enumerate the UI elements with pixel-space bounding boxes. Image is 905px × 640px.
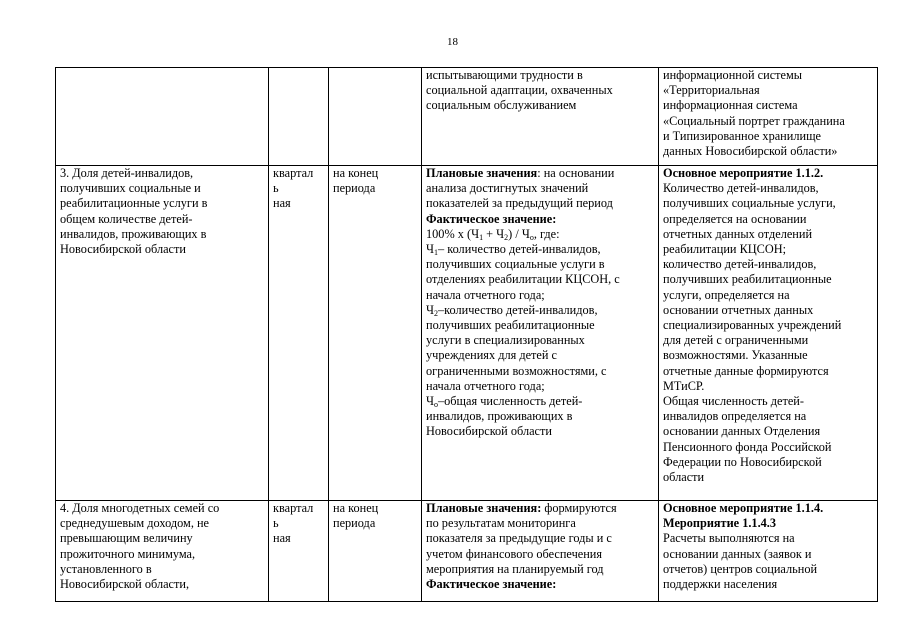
text-line: поддержки населения bbox=[663, 577, 778, 592]
cell-calculation-method bbox=[422, 166, 659, 501]
text-run: –общая численность детей- bbox=[438, 394, 583, 409]
cell-indicator-name bbox=[56, 68, 269, 166]
text-line: «Социальный портрет гражданина bbox=[663, 113, 845, 128]
text-line: 3. Доля детей-инвалидов, bbox=[60, 166, 194, 180]
text-line: основании данных (заявок и bbox=[663, 546, 812, 561]
bold-label: Мероприятие 1.1.4.3 bbox=[663, 516, 777, 531]
text-line: информационная система bbox=[663, 98, 798, 113]
cell-calculation-method bbox=[422, 501, 659, 602]
formula-line bbox=[426, 227, 654, 242]
text-line: ограниченными возможностями, с bbox=[426, 363, 607, 378]
text-line: анализа достигнутых значений bbox=[426, 181, 589, 196]
bold-label: Основное мероприятие 1.1.4. bbox=[663, 501, 824, 515]
text-line: периода bbox=[333, 181, 376, 196]
subscript: о bbox=[434, 400, 438, 410]
cell-data-source bbox=[659, 68, 878, 166]
text-line bbox=[426, 501, 654, 516]
text-line: учреждениях для детей с bbox=[426, 348, 557, 363]
text-line: МТиСР. bbox=[663, 378, 705, 393]
text-line: ь bbox=[273, 516, 279, 531]
bold-label: Плановые значения: bbox=[426, 501, 542, 515]
text-line: социальным обслуживанием bbox=[426, 98, 577, 113]
text-line: специализированных учреждений bbox=[663, 318, 842, 333]
text-line: инвалидов определяется на bbox=[663, 409, 807, 424]
text-line: показателя за предыдущие годы и с bbox=[426, 531, 612, 546]
text-line: Новосибирской области bbox=[426, 424, 552, 439]
text-line: на конец bbox=[333, 166, 379, 180]
text-run: , где: bbox=[533, 226, 560, 241]
bold-label: Плановые значения bbox=[426, 166, 538, 180]
text-line: Новосибирской области, bbox=[60, 577, 190, 592]
text-line: квартал bbox=[273, 166, 314, 180]
text-run: – количество детей-инвалидов, bbox=[438, 242, 601, 257]
bold-label: Основное мероприятие 1.1.2. bbox=[663, 166, 824, 180]
text-line: информационной системы bbox=[663, 68, 803, 82]
text-line: ная bbox=[273, 196, 291, 211]
text-line: показателей за предыдущий период bbox=[426, 196, 613, 211]
text-line: реабилитации КЦСОН; bbox=[663, 242, 787, 257]
text-line: получивших социальные услуги в bbox=[426, 257, 605, 272]
cell-date bbox=[329, 68, 422, 166]
bold-label: Фактическое значение: bbox=[426, 211, 557, 226]
subscript: 1 bbox=[434, 248, 438, 258]
text-line: на конец bbox=[333, 501, 379, 515]
text-line: Пенсионного фонда Российской bbox=[663, 439, 832, 454]
text-line: испытывающими трудности в bbox=[426, 68, 583, 82]
text-line: отчетных данных отделений bbox=[663, 226, 813, 241]
text-line: установленного в bbox=[60, 561, 152, 576]
text-line: начала отчетного года; bbox=[426, 378, 545, 393]
text-run: Ч bbox=[426, 242, 434, 257]
cell-date bbox=[329, 501, 422, 602]
text-line bbox=[426, 242, 654, 257]
text-line: ь bbox=[273, 181, 279, 196]
text-line: превышающим величину bbox=[60, 531, 193, 546]
subscript: о bbox=[529, 232, 534, 242]
text-run: Ч bbox=[426, 394, 434, 409]
table-row-continuation bbox=[56, 68, 878, 166]
text-line: Федерации по Новосибирской bbox=[663, 454, 822, 469]
cell-periodicity bbox=[269, 166, 329, 501]
text-line: отделениях реабилитации КЦСОН, с bbox=[426, 272, 620, 287]
cell-calculation-method bbox=[422, 68, 659, 166]
text-run: Ч bbox=[426, 302, 434, 317]
text-line: 4. Доля многодетных семей со bbox=[60, 501, 220, 515]
cell-date bbox=[329, 166, 422, 501]
text-line: основании данных Отделения bbox=[663, 424, 821, 439]
text-run: формируются bbox=[541, 501, 617, 515]
text-line: прожиточного минимума, bbox=[60, 546, 196, 561]
text-line: по результатам мониторинга bbox=[426, 516, 576, 531]
text-line: среднедушевым доходом, не bbox=[60, 516, 210, 531]
cell-data-source bbox=[659, 166, 878, 501]
subscript: 2 bbox=[504, 232, 509, 242]
text-run: : на основании bbox=[537, 166, 615, 180]
text-line: начала отчетного года; bbox=[426, 287, 545, 302]
text-line: основании отчетных данных bbox=[663, 302, 814, 317]
text-line: социальной адаптации, охваченных bbox=[426, 83, 613, 98]
text-line: получивших социальные услуги, bbox=[663, 196, 836, 211]
text-run: 100% х (Ч bbox=[426, 226, 480, 241]
cell-periodicity bbox=[269, 501, 329, 602]
text-line: реабилитационные услуги в bbox=[60, 196, 208, 211]
text-line: Новосибирской области bbox=[60, 242, 186, 257]
text-run: –количество детей-инвалидов, bbox=[438, 302, 598, 317]
text-line: количество детей-инвалидов, bbox=[663, 257, 817, 272]
cell-indicator-name bbox=[56, 501, 269, 602]
cell-periodicity bbox=[269, 68, 329, 166]
text-line: периода bbox=[333, 516, 376, 531]
cell-data-source bbox=[659, 501, 878, 602]
table-row-indicator-4 bbox=[56, 501, 878, 602]
page-number: 18 bbox=[447, 36, 458, 48]
subscript: 2 bbox=[434, 308, 438, 318]
text-run: + Ч bbox=[483, 226, 505, 241]
text-run: ) / Ч bbox=[508, 226, 530, 241]
text-line: области bbox=[663, 470, 705, 485]
text-line: общем количестве детей- bbox=[60, 211, 193, 226]
text-line: квартал bbox=[273, 501, 314, 515]
text-line: получивших социальные и bbox=[60, 181, 201, 196]
text-line: Расчеты выполняются на bbox=[663, 531, 795, 546]
indicators-table bbox=[55, 67, 878, 602]
text-line: получивших реабилитационные bbox=[663, 272, 832, 287]
text-line: учетом финансового обеспечения bbox=[426, 546, 603, 561]
text-line: возможностями. Указанные bbox=[663, 348, 808, 363]
text-line: и Типизированное хранилище bbox=[663, 128, 821, 143]
text-line: инвалидов, проживающих в bbox=[426, 409, 573, 424]
text-line: отчетные данные формируются bbox=[663, 363, 829, 378]
bold-label: Фактическое значение: bbox=[426, 577, 557, 592]
text-line: услуги в специализированных bbox=[426, 333, 585, 348]
text-line: получивших реабилитационные bbox=[426, 318, 595, 333]
subscript: 1 bbox=[479, 232, 484, 242]
text-line: для детей с ограниченными bbox=[663, 333, 809, 348]
text-line: «Территориальная bbox=[663, 83, 760, 98]
text-line: Общая численность детей- bbox=[663, 394, 804, 409]
text-line: данных Новосибирской области» bbox=[663, 144, 838, 159]
text-line: отчетов) центров социальной bbox=[663, 561, 818, 576]
cell-indicator-name bbox=[56, 166, 269, 501]
text-line: Количество детей-инвалидов, bbox=[663, 181, 819, 196]
text-line: ная bbox=[273, 531, 291, 546]
text-line: определяется на основании bbox=[663, 211, 807, 226]
table-row-indicator-3 bbox=[56, 166, 878, 501]
text-line bbox=[426, 166, 654, 181]
text-line bbox=[426, 394, 654, 409]
text-line: мероприятия на планируемый год bbox=[426, 561, 604, 576]
text-line bbox=[426, 303, 654, 318]
text-line: услуги, определяется на bbox=[663, 287, 790, 302]
text-line: инвалидов, проживающих в bbox=[60, 226, 207, 241]
